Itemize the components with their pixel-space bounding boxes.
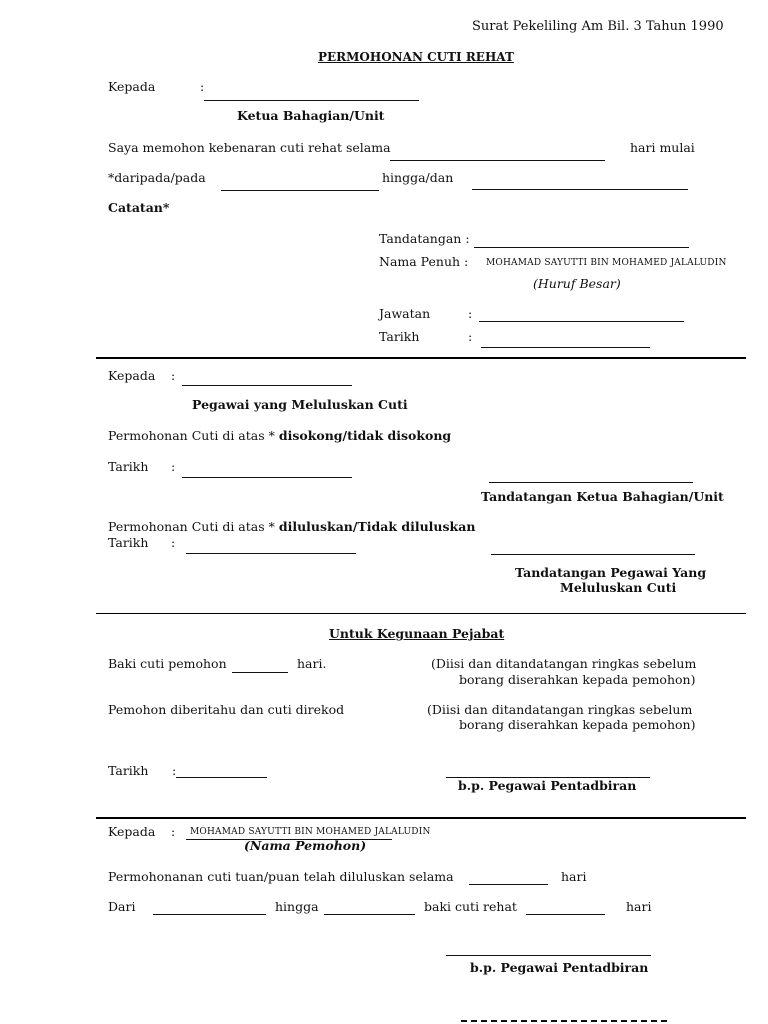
section-divider (96, 817, 746, 819)
tarikh-colon: : (171, 535, 176, 550)
huruf-besar-note: (Huruf Besar) (533, 276, 621, 291)
hingga-label: hingga/dan (382, 170, 454, 185)
note-2-line-1: (Diisi dan ditandatangan ringkas sebelum (427, 702, 693, 717)
from-date-field[interactable] (153, 914, 266, 915)
hari-label: hari (626, 899, 652, 914)
date-field[interactable] (182, 477, 352, 478)
note-1-line-2: borang diserahkan kepada pemohon) (459, 672, 696, 687)
note-1-line-1: (Diisi dan ditandatangan ringkas sebelum (431, 656, 697, 671)
admin-signature-label: b.p. Pegawai Pentadbiran (458, 778, 637, 793)
tarikh-colon: : (172, 763, 177, 778)
approver-signature-label-2: Meluluskan Cuti (560, 580, 677, 595)
jawatan-colon: : (468, 306, 473, 321)
hari-label: hari. (297, 656, 327, 671)
hari-mulai-label: hari mulai (630, 140, 695, 155)
nama-pemohon-label: (Nama Pemohon) (244, 838, 367, 853)
hari-label: hari (561, 869, 587, 884)
balance-field[interactable] (232, 672, 288, 673)
form-title: PERMOHONAN CUTI REHAT (318, 50, 514, 64)
section-divider (96, 613, 746, 614)
approver-signature-label-1: Tandatangan Pegawai Yang (515, 565, 707, 580)
admin-signature-label: b.p. Pegawai Pentadbiran (470, 960, 649, 975)
approval-status-text: Permohonan Cuti di atas * diluluskan/Tidak diluluskan (108, 519, 476, 534)
applicant-name-value: MOHAMAD SAYUTTI BIN MOHAMED JALALUDIN (190, 827, 431, 837)
diberitahu-label: Pemohon diberitahu dan cuti direkod (108, 702, 345, 717)
jawatan-label: Jawatan (379, 306, 431, 321)
duration-field[interactable] (390, 160, 605, 161)
note-2-line-2: borang diserahkan kepada pemohon) (459, 717, 696, 732)
baki-label: Baki cuti pemohon (108, 656, 227, 671)
kepada-label: Kepada (108, 824, 156, 839)
tarikh-colon: : (171, 459, 176, 474)
approved-text: Permohonanan cuti tuan/puan telah diluluskan selama (108, 869, 454, 884)
kepada-field[interactable] (182, 385, 352, 386)
support-status-text: Permohonan Cuti di atas * disokong/tidak disokong (108, 428, 452, 443)
baki-rehat-label: baki cuti rehat (424, 899, 517, 914)
kepada-field[interactable] (204, 100, 419, 101)
head-signature-field[interactable] (489, 482, 693, 483)
kepada-colon: : (171, 824, 176, 839)
head-signature-label: Tandatangan Ketua Bahagian/Unit (481, 489, 724, 504)
start-date-field[interactable] (221, 190, 379, 191)
kepada-colon: : (200, 79, 205, 94)
catatan-label: Catatan* (108, 200, 170, 215)
nama-penuh-label: Nama Penuh : (379, 254, 469, 269)
end-date-field[interactable] (472, 189, 688, 190)
hingga-label: hingga (275, 899, 319, 914)
circular-reference: Surat Pekeliling Am Bil. 3 Tahun 1990 (472, 19, 724, 34)
support-options: disokong/tidak disokong (278, 428, 452, 443)
position-field[interactable] (479, 321, 684, 322)
leave-balance-field[interactable] (526, 914, 605, 915)
approver-title: Pegawai yang Meluluskan Cuti (192, 397, 408, 412)
dari-label: Dari (108, 899, 136, 914)
tandatangan-label: Tandatangan : (379, 231, 470, 246)
tarikh-label: Tarikh (108, 535, 149, 550)
admin-signature-field[interactable] (446, 955, 651, 956)
tarikh-colon: : (468, 329, 473, 344)
daripada-label: *daripada/pada (108, 170, 206, 185)
date-field[interactable] (176, 777, 267, 778)
date-field[interactable] (186, 553, 356, 554)
approval-options: diluluskan/Tidak diluluskan (278, 519, 476, 534)
request-text: Saya memohon kebenaran cuti rehat selama (108, 140, 391, 155)
signature-field[interactable] (474, 247, 689, 248)
tarikh-label: Tarikh (108, 763, 149, 778)
to-date-field[interactable] (324, 914, 415, 915)
section-divider (96, 357, 746, 359)
tarikh-label: Tarikh (108, 459, 149, 474)
date-field[interactable] (481, 347, 650, 348)
office-use-title: Untuk Kegunaan Pejabat (329, 626, 505, 641)
approver-signature-field[interactable] (491, 554, 695, 555)
kepada-label: Kepada (108, 79, 156, 94)
kepada-colon: : (171, 368, 176, 383)
recipient-title: Ketua Bahagian/Unit (237, 108, 385, 123)
applicant-name-value: MOHAMAD SAYUTTI BIN MOHAMED JALALUDIN (486, 258, 727, 268)
cut-line (461, 1020, 667, 1022)
kepada-label: Kepada (108, 368, 156, 383)
approved-duration-field[interactable] (469, 884, 548, 885)
tarikh-label: Tarikh (379, 329, 420, 344)
